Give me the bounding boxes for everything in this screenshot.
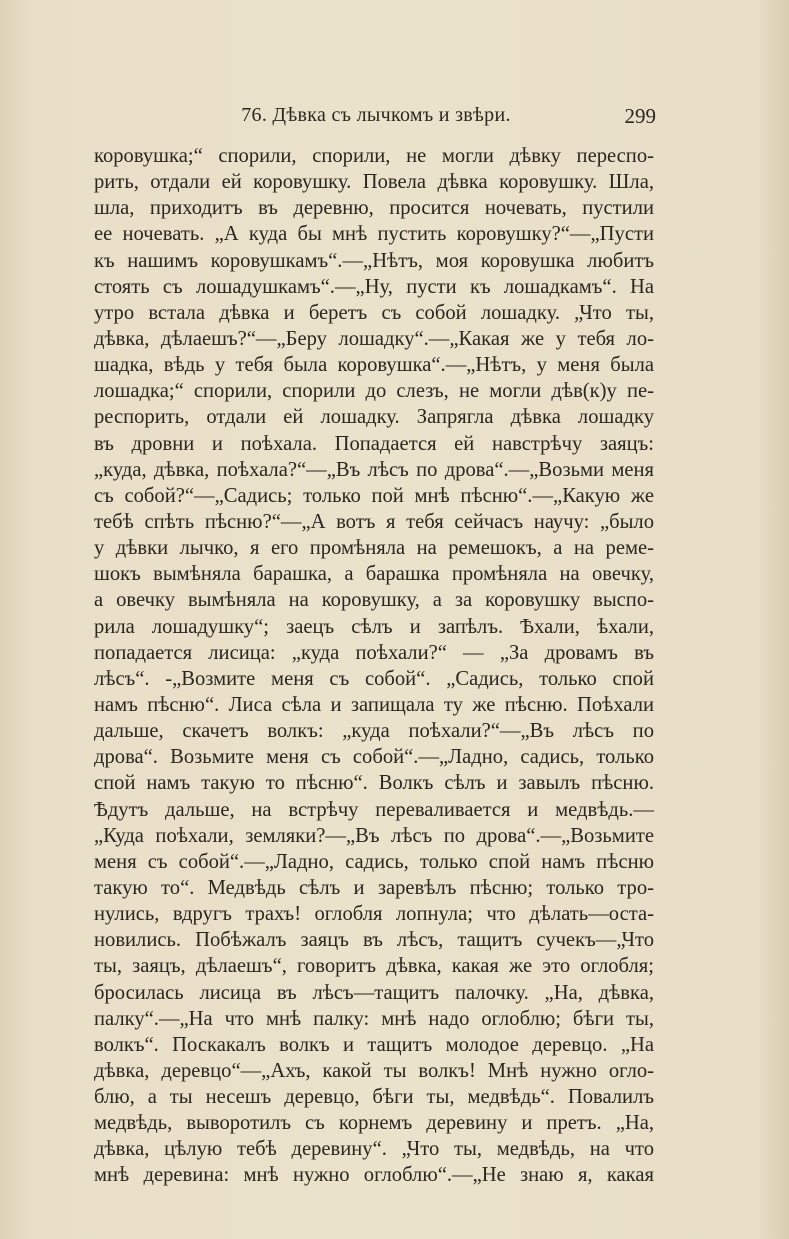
text-line: дѣвка, цѣлую тебѣ деревину“. „Что ты, медвѣдь, на что bbox=[94, 1138, 654, 1161]
text-line: дѣвка, дѣлаешъ?“—„Беру лошадку“.—„Какая же у тебя ло- bbox=[94, 327, 654, 350]
text-line: меня съ собой“.—„Ладно, садись, только спой намъ пѣсню bbox=[94, 850, 654, 873]
text-line: намъ пѣсню“. Лиса сѣла и запищала ту же пѣсню. Поѣхали bbox=[94, 693, 654, 716]
text-line: дѣвка, деревцо“—„Ахъ, какой ты волкъ! Мнѣ нужно огло- bbox=[94, 1059, 654, 1082]
text-line: въ дровни и поѣхала. Попадается ей навстрѣчу заяцъ: bbox=[94, 432, 654, 455]
text-line: ее ночевать. „А куда бы мнѣ пустить коровушку?“—„Пусти bbox=[94, 223, 654, 246]
chapter-title: 76. Дѣвка съ лычкомъ и звѣри. bbox=[241, 104, 511, 126]
body-text bbox=[94, 143, 654, 1189]
text-line: дрова“. Возьмите меня съ собой“.—„Ладно, садись, только bbox=[94, 746, 654, 769]
text-line: шла, приходитъ въ деревню, просится ночевать, пустили bbox=[94, 197, 654, 220]
text-line: къ нашимъ коровушкамъ“.—„Нѣтъ, моя коровушка любитъ bbox=[94, 249, 654, 272]
text-line: респорить, отдали ей лошадку. Запрягла дѣвка лошадку bbox=[94, 406, 654, 429]
text-line: нулись, вдругъ трахъ! оглобля лопнула; что дѣлать—оста- bbox=[94, 903, 654, 926]
text-line: палку“.—„На что мнѣ палку: мнѣ надо оглоблю; бѣги ты, bbox=[94, 1007, 654, 1030]
text-line: лѣсъ“. -„Возмите меня съ собой“. „Садись, только спой bbox=[94, 667, 654, 690]
text-line: рила лошадушку“; заецъ сѣлъ и запѣлъ. Ѣхали, ѣхали, bbox=[94, 615, 654, 638]
text-line: мнѣ деревина: мнѣ нужно оглоблю“.—„Не знаю я, какая bbox=[94, 1164, 654, 1187]
text-line: рить, отдали ей коровушку. Повела дѣвка коровушку. Шла, bbox=[94, 171, 654, 194]
running-header bbox=[96, 104, 656, 134]
text-line: шокъ вымѣняла барашка, а барашка промѣняла на овечку, bbox=[94, 563, 654, 586]
text-line: такую то“. Медвѣдь сѣлъ и заревѣлъ пѣсню; только тро- bbox=[94, 876, 654, 899]
page-number: 299 bbox=[624, 104, 656, 128]
text-line: попадается лисица: „куда поѣхали?“ — „За дровамъ въ bbox=[94, 641, 654, 664]
text-line: медвѣдь, выворотилъ съ корнемъ деревину и претъ. „На, bbox=[94, 1112, 654, 1135]
text-line: спой намъ такую то пѣсню“. Волкъ сѣлъ и завылъ пѣсню. bbox=[94, 772, 654, 795]
text-line: „куда, дѣвка, поѣхала?“—„Въ лѣсъ по дрова“.—„Возьми меня bbox=[94, 458, 654, 481]
text-line: блю, а ты несешъ деревцо, бѣги ты, медвѣдь“. Повалилъ bbox=[94, 1086, 654, 1109]
text-line: у дѣвки лычко, я его промѣняла на ремешокъ, а на реме- bbox=[94, 537, 654, 560]
text-line: бросилась лисица въ лѣсъ—тащитъ палочку. „На, дѣвка, bbox=[94, 981, 654, 1004]
text-line: стоять съ лошадушкамъ“.—„Ну, пусти къ лошадкамъ“. На bbox=[94, 275, 654, 298]
text-line: дальше, скачетъ волкъ: „куда поѣхали?“—„Въ лѣсъ по bbox=[94, 720, 654, 743]
text-line: ты, заяцъ, дѣлаешъ“, говоритъ дѣвка, какая же это оглобля; bbox=[94, 955, 654, 978]
text-line: тебѣ спѣть пѣсню?“—„А вотъ я тебя сейчасъ научу: „было bbox=[94, 510, 654, 533]
text-line: а овечку вымѣняла на коровушку, а за коровушку выспо- bbox=[94, 589, 654, 612]
text-line: волкъ“. Поскакалъ волкъ и тащитъ молодое деревцо. „На bbox=[94, 1033, 654, 1056]
text-line: лошадка;“ спорили, спорили до слезъ, не могли дѣв(к)у пе- bbox=[94, 380, 654, 403]
text-line: Ѣдутъ дальше, на встрѣчу переваливается и медвѣдь.— bbox=[94, 798, 654, 821]
text-line: „Куда поѣхали, земляки?—„Въ лѣсъ по дрова“.—„Возьмите bbox=[94, 824, 654, 847]
text-line: съ собой?“—„Садись; только пой мнѣ пѣсню“.—„Какую же bbox=[94, 484, 654, 507]
text-line: шадка, вѣдь у тебя была коровушка“.—„Нѣтъ, у меня была bbox=[94, 354, 654, 377]
text-line: новились. Побѣжалъ заяцъ въ лѣсъ, тащитъ сучекъ—„Что bbox=[94, 929, 654, 952]
text-line: коровушка;“ спорили, спорили, не могли дѣвку переспо- bbox=[94, 145, 654, 167]
text-line: утро встала дѣвка и беретъ съ собой лошадку. „Что ты, bbox=[94, 301, 654, 324]
